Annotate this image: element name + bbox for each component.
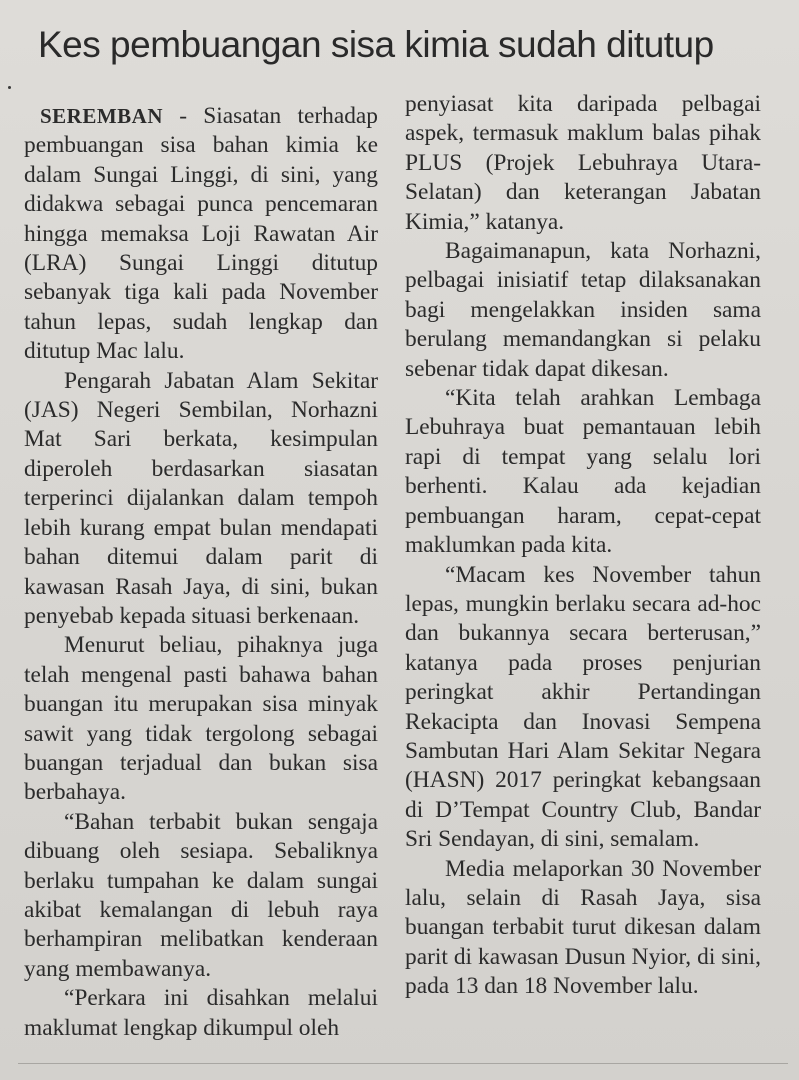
article-paragraph: “Bahan terbabit bukan sengaja dibuang oleh sesiapa. Sebaliknya berlaku tumpahan ke dalam sungai akibat kemalangan di lebuh raya berhampiran melibatkan kenderaan yang membawanya. bbox=[24, 808, 378, 982]
article-paragraph: “Perkara ini disahkan melalui maklumat lengkap dikumpul oleh bbox=[24, 985, 378, 1041]
print-speck bbox=[8, 86, 11, 89]
dateline: SEREMBAN bbox=[40, 104, 164, 128]
article-paragraph: Pengarah Jabatan Alam Sekitar (JAS) Negeri Sembilan, Norhazni Mat Sari berkata, kesimpulan diperoleh berdasarkan siasatan terperinci dijalankan dalam tempoh lebih kurang empat bulan mendapati bahan ditemui dalam parit di kawasan Rasah Jaya, di sini, bukan penyebab kepada situasi berkenaan. bbox=[24, 367, 378, 629]
paragraph-text: - Siasatan terhadap pembuangan sisa bahan kimia ke dalam Sungai Linggi, di sini, yang didakwa sebagai punca pencemaran hingga memaksa Loji Rawatan Air (LRA) Sungai Linggi ditutup sebanyak tiga kali pada November tahun lepas, sudah lengkap dan ditutup Mac lalu. bbox=[24, 103, 378, 365]
article-paragraph: penyiasat kita daripada pelbagai aspek, termasuk maklum balas pihak PLUS (Projek Lebuhraya Utara-Selatan) dan keterangan Jabatan Kimia,” katanya. bbox=[405, 91, 761, 235]
bottom-rule bbox=[18, 1063, 788, 1064]
article-paragraph: “Kita telah arahkan Lembaga Lebuhraya buat pemantauan lebih rapi di tempat yang selalu lori berhenti. Kalau ada kejadian pembuangan haram, cepat-cepat maklumkan pada kita. bbox=[405, 385, 761, 559]
article-headline: Kes pembuangan sisa kimia sudah ditutup bbox=[38, 24, 714, 65]
article-column-right bbox=[405, 90, 761, 1002]
article-paragraph: “Macam kes November tahun lepas, mungkin berlaku secara ad-hoc dan bukannya secara berterusan,” katanya pada proses penjurian peringkat akhir Pertandingan Rekacipta dan Inovasi Sempena Sambutan Hari Alam Sekitar Negara (HASN) 2017 peringkat kebangsaan di D’Tempat Country Club, Bandar Sri Sendayan, di sini, semalam. bbox=[405, 561, 761, 853]
article-column-left bbox=[24, 102, 378, 1043]
article-paragraph bbox=[24, 102, 378, 367]
article-paragraph: Media melaporkan 30 November lalu, selain di Rasah Jaya, sisa buangan terbabit turut dikesan dalam parit di kawasan Dusun Nyior, di sini, pada 13 dan 18 November lalu. bbox=[405, 855, 761, 1000]
article-paragraph: Menurut beliau, pihaknya juga telah mengenal pasti bahawa bahan buangan itu merupakan sisa minyak sawit yang tidak tergolong sebagai buangan terjadual dan bukan sisa berbahaya. bbox=[24, 632, 378, 806]
article-paragraph: Bagaimanapun, kata Norhazni, pelbagai inisiatif tetap dilaksanakan bagi mengelakkan insiden sama berulang memandangkan si pelaku sebenar tidak dapat dikesan. bbox=[405, 238, 761, 382]
